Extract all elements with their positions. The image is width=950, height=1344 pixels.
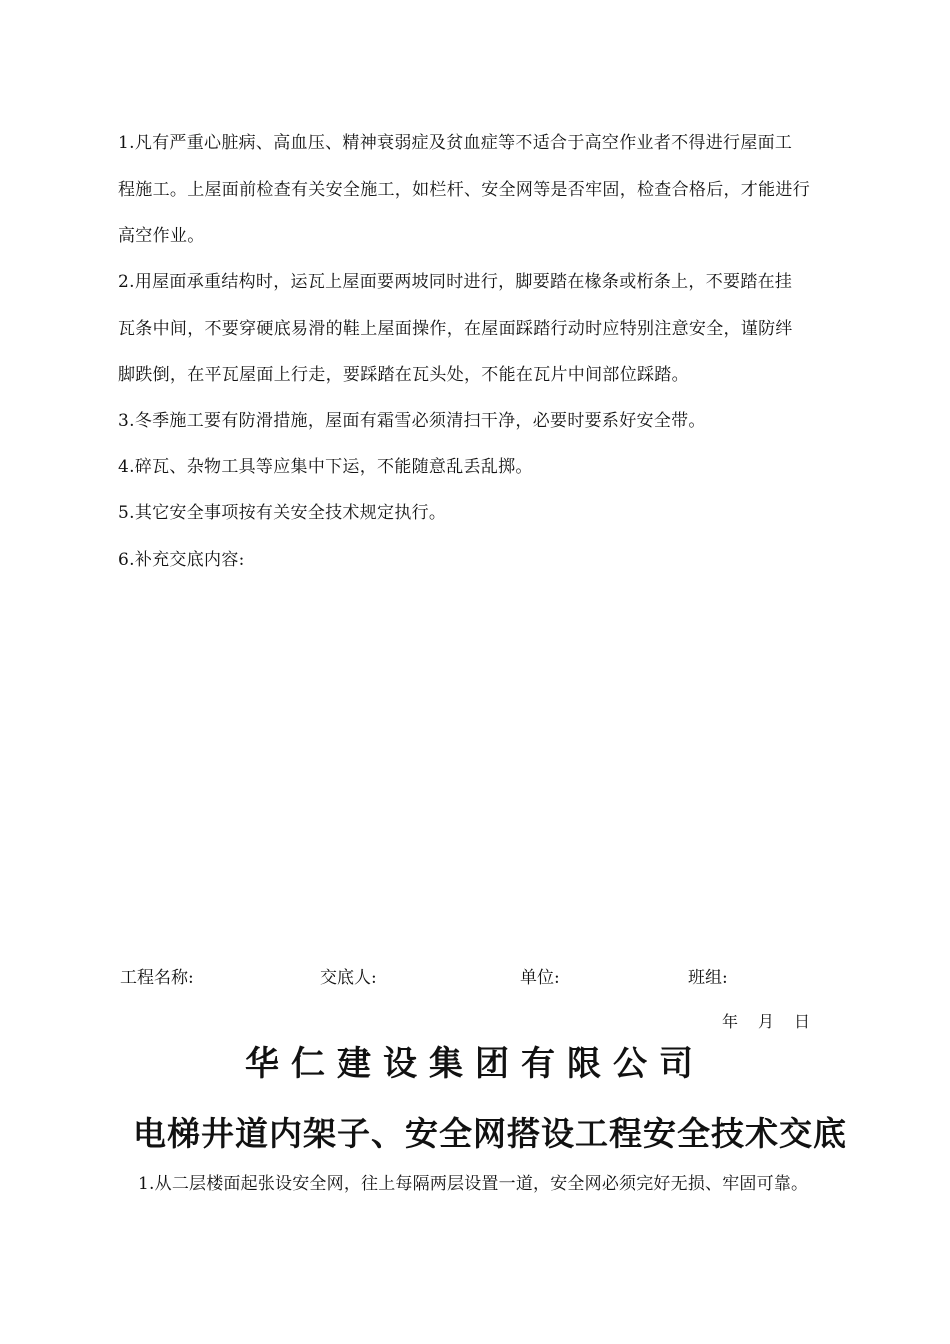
date-day: 日 xyxy=(794,1012,811,1031)
company-name: 华仁建设集团有限公司 xyxy=(245,1044,705,1084)
next-item-1: 1.从二层楼面起张设安全网，往上每隔两层设置一道，安全网必须完好无损、牢固可靠。 xyxy=(138,1174,809,1194)
item-2-line-3: 脚跌倒，在平瓦屋面上行走，要踩踏在瓦头处，不能在瓦片中间部位踩踏。 xyxy=(118,365,689,385)
unit-label: 单位: xyxy=(520,968,560,988)
date-year: 年 xyxy=(722,1012,739,1031)
discloser-label: 交底人: xyxy=(320,968,377,988)
item-6-supplement: 6.补充交底内容: xyxy=(118,550,245,570)
item-2-line-2: 瓦条中间，不要穿硬底易滑的鞋上屋面操作，在屋面踩踏行动时应特别注意安全，谨防绊 xyxy=(118,319,793,339)
item-2-line-1: 2.用屋面承重结构时，运瓦上屋面要两坡同时进行，脚要踏在椽条或桁条上，不要踏在挂 xyxy=(118,272,793,292)
item-3: 3.冬季施工要有防滑措施，屋面有霜雪必须清扫干净，必要时要系好安全带。 xyxy=(118,411,706,431)
document-title: 电梯井道内架子、安全网搭设工程安全技术交底 xyxy=(133,1114,847,1153)
item-1-line-1: 1.凡有严重心脏病、高血压、精神衰弱症及贫血症等不适合于高空作业者不得进行屋面工 xyxy=(118,133,793,153)
date-month: 月 xyxy=(758,1012,775,1031)
team-label: 班组: xyxy=(688,968,728,988)
project-name-label: 工程名称: xyxy=(120,968,194,988)
date-line xyxy=(722,1009,830,1032)
item-4: 4.碎瓦、杂物工具等应集中下运，不能随意乱丢乱掷。 xyxy=(118,457,533,477)
item-1-line-2: 程施工。上屋面前检查有关安全施工，如栏杆、安全网等是否牢固，检查合格后，才能进行 xyxy=(118,180,810,200)
item-5: 5.其它安全事项按有关安全技术规定执行。 xyxy=(118,503,447,523)
item-1-line-3: 高空作业。 xyxy=(118,226,205,246)
